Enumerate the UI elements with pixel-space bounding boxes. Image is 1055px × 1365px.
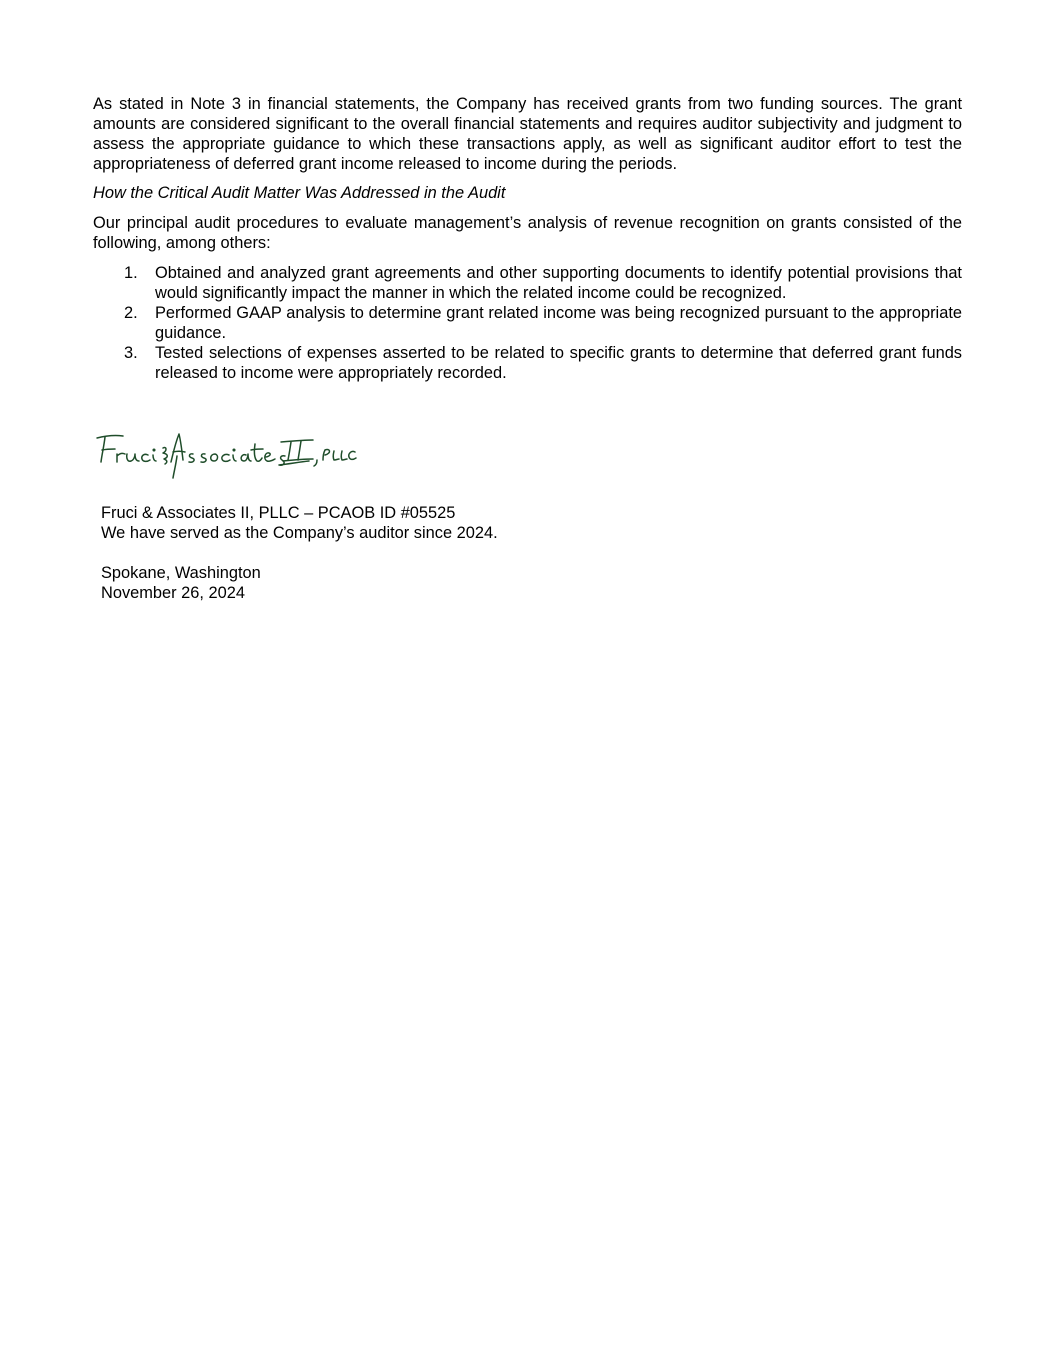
critical-audit-matter-section <box>93 94 962 383</box>
auditor-footer <box>101 503 701 603</box>
procedures-intro: Our principal audit procedures to evaluate management’s analysis of revenue recognition on grants consisted of the following, among others: <box>93 214 962 252</box>
list-item <box>93 263 962 303</box>
procedures-list <box>93 263 962 383</box>
tenure-line: We have served as the Company’s auditor since 2024. <box>101 524 498 542</box>
list-item <box>93 303 962 343</box>
list-item-text: Obtained and analyzed grant agreements and other supporting documents to identify potential provisions that would significantly impact the manner in which the related income could be recognized. <box>155 264 962 302</box>
firm-line: Fruci & Associates II, PLLC – PCAOB ID #05525 <box>101 504 456 522</box>
list-item-number: 3. <box>124 344 138 362</box>
list-item <box>93 343 962 383</box>
cam-heading: How the Critical Audit Matter Was Addressed in the Audit <box>93 184 506 202</box>
list-item-text: Tested selections of expenses asserted to be related to specific grants to determine that deferred grant funds released to income were appropriately recorded. <box>155 344 962 382</box>
list-item-text: Performed GAAP analysis to determine grant related income was being recognized pursuant to the appropriate guidance. <box>155 304 962 342</box>
spacer <box>101 543 701 563</box>
handwritten-signature <box>93 426 357 482</box>
list-item-number: 2. <box>124 304 138 322</box>
date-line: November 26, 2024 <box>101 584 245 602</box>
intro-paragraph: As stated in Note 3 in financial statements, the Company has received grants from two funding sources. The grant amounts are considered significant to the overall financial statements and requires auditor subjectivity and judgment to assess the appropriate guidance to which these transactions apply, as well as significant auditor effort to test the appropriateness of deferred grant income released to income during the periods. <box>93 95 962 173</box>
list-item-number: 1. <box>124 264 138 282</box>
location-line: Spokane, Washington <box>101 564 261 582</box>
